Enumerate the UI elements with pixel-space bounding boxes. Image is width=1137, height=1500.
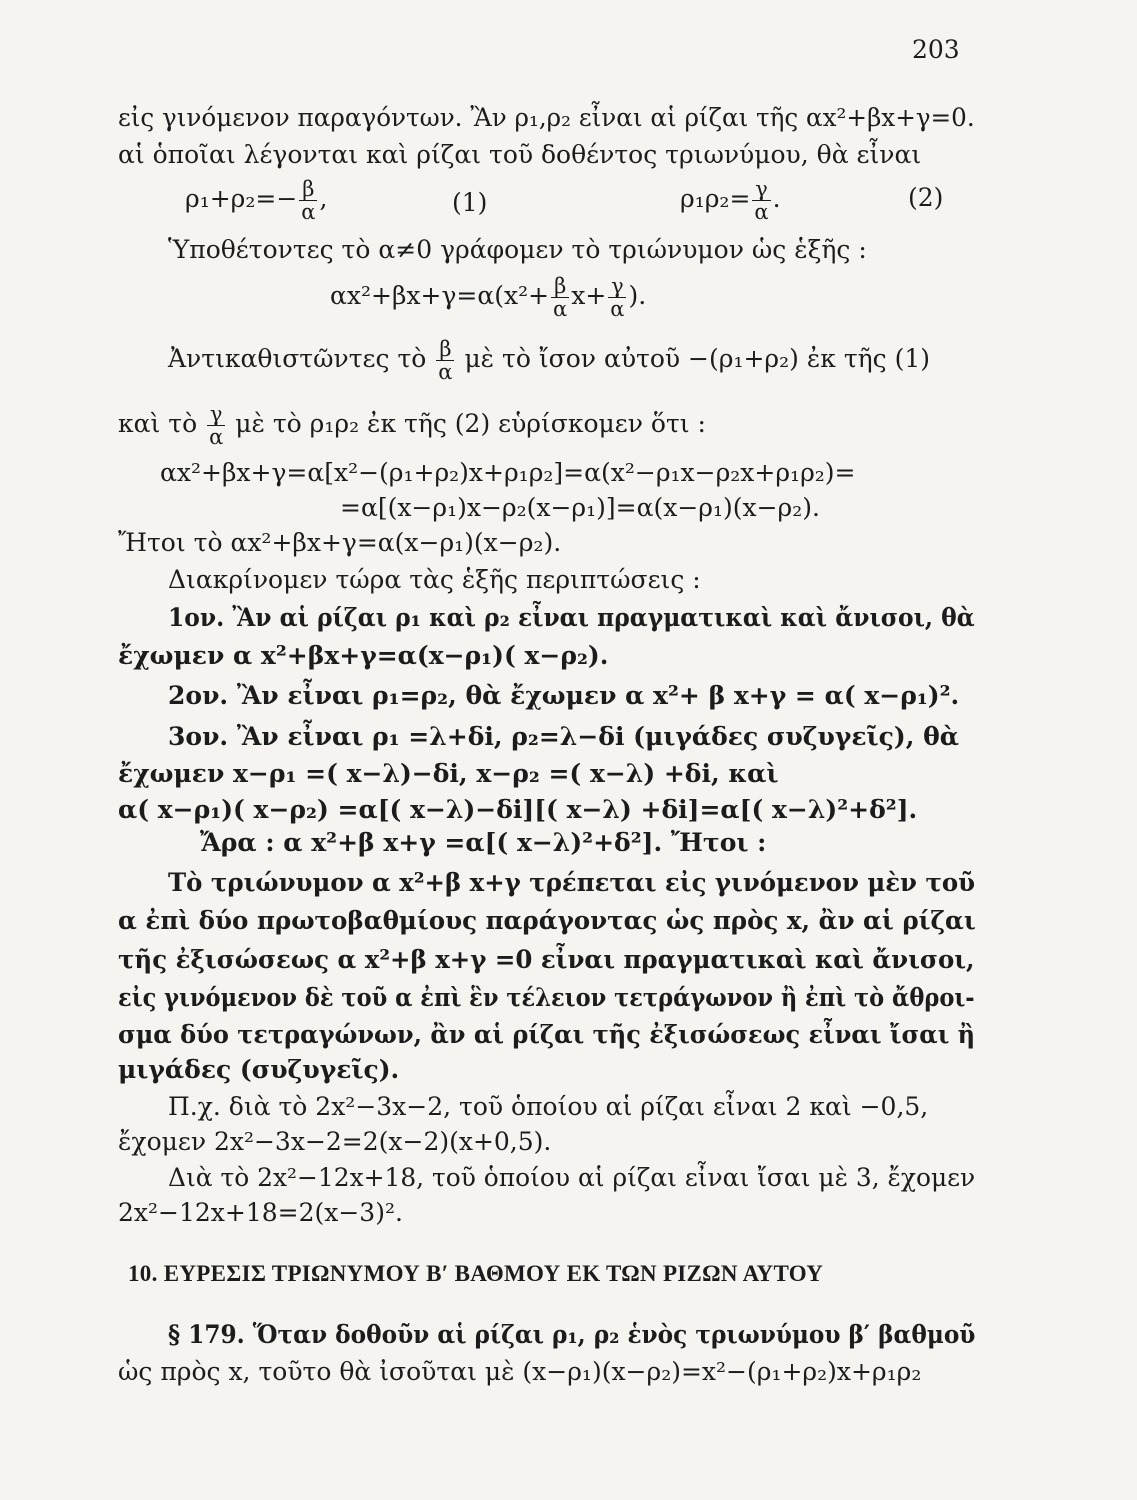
theorem-line-6: μιγάδες (συζυγεῖς). bbox=[118, 1055, 400, 1084]
product-lhs: ρ₁ρ₂= bbox=[680, 184, 751, 214]
example-line-1: Π.χ. διὰ τὸ 2x²−3x−2, τοῦ ὁποίου αἱ ρίζαι εἶναι 2 καὶ −0,5, bbox=[168, 1092, 929, 1121]
period: . bbox=[772, 184, 781, 214]
comma: , bbox=[319, 184, 328, 214]
gamma-over-alpha-fraction bbox=[608, 275, 626, 320]
case-2: 2ον. Ἂν εἶναι ρ₁=ρ₂, θὰ ἔχωμεν α x²+ β x+γ = α( x−ρ₁)². bbox=[168, 681, 960, 710]
case-3-line-3: α( x−ρ₁)( x−ρ₂) =α[( x−λ)−δi][( x−λ) +δi]=α[( x−λ)²+δ²]. bbox=[118, 795, 918, 824]
derivation-line-1: αx²+βx+γ=α[x²−(ρ₁+ρ₂)x+ρ₁ρ₂]=α(x²−ρ₁x−ρ₂x+ρ₁ρ₂)= bbox=[160, 458, 856, 487]
theorem-line-1: Τὸ τριώνυμον α x²+β x+γ τρέπεται εἰς γινόμενον μὲν τοῦ bbox=[168, 868, 976, 897]
theorem-line-3: τῆς ἐξισώσεως α x²+β x+γ =0 εἶναι πραγματικαὶ καὶ ἄνισοι, bbox=[118, 945, 975, 974]
fraction-denominator: α bbox=[754, 200, 769, 225]
equation-number-2: (2) bbox=[908, 183, 944, 212]
case-3-heading: 3ον. Ἂν εἶναι ρ₁ =λ+δi, ρ₂=λ−δi (μιγάδες συζυγεῖς), θὰ bbox=[168, 722, 960, 751]
text-part: καὶ τὸ bbox=[118, 409, 198, 439]
text-line-2: αἱ ὁποῖαι λέγονται καὶ ρίζαι τοῦ δοθέντος τριωνύμου, θὰ εἶναι bbox=[118, 140, 922, 169]
product-of-roots-formula bbox=[680, 178, 781, 223]
section-title: 10. ΕΥΡΕΣΙΣ ΤΡΙΩΝΥΜΟΥ Β′ ΒΑΘΜΟΥ ΕΚ ΤΩΝ ΡΙΖΩΝ ΑΥΤΟΥ bbox=[128, 1261, 824, 1286]
fraction-numerator: γ bbox=[611, 274, 624, 298]
equation-number-1: (1) bbox=[452, 188, 488, 217]
fraction-numerator: γ bbox=[755, 177, 768, 201]
beta-over-alpha-fraction bbox=[299, 178, 317, 223]
text-part: Ἀντικαθιστῶντες τὸ bbox=[168, 344, 427, 374]
example-line-2: ἔχομεν 2x²−3x−2=2(x−2)(x+0,5). bbox=[118, 1127, 552, 1156]
text-line-6 bbox=[168, 338, 930, 383]
fraction-denominator: α bbox=[610, 297, 625, 322]
fraction-numerator: β bbox=[302, 177, 315, 201]
text-part: μὲ τὸ ἴσον αὐτοῦ −(ρ₁+ρ₂) ἐκ τῆς (1) bbox=[464, 344, 930, 374]
text-line-11: Διακρίνομεν τώρα τὰς ἑξῆς περιπτώσεις : bbox=[168, 565, 701, 594]
example-line-3: Διὰ τὸ 2x²−12x+18, τοῦ ὁποίου αἱ ρίζαι εἶναι ἴσαι μὲ 3, ἔχομεν bbox=[168, 1163, 976, 1192]
theorem-line-2: α ἐπὶ δύο πρωτοβαθμίους παράγοντας ὡς πρὸς x, ἂν αἱ ρίζαι bbox=[118, 906, 976, 935]
text-part: μὲ τὸ ρ₁ρ₂ ἐκ τῆς (2) εὑρίσκομεν ὅτι : bbox=[235, 409, 706, 439]
fraction-denominator: α bbox=[301, 200, 316, 225]
page-number: 203 bbox=[912, 35, 960, 64]
paragraph-179-line-2: ὡς πρὸς x, τοῦτο θὰ ἰσοῦται μὲ (x−ρ₁)(x−ρ₂)=x²−(ρ₁+ρ₂)x+ρ₁ρ₂ bbox=[118, 1357, 922, 1386]
case-1-formula: ἔχωμεν α x²+βx+γ=α(x−ρ₁)( x−ρ₂). bbox=[118, 641, 609, 670]
fraction-numerator: β bbox=[439, 337, 452, 361]
text-line-10: Ἤτοι τὸ αx²+βx+γ=α(x−ρ₁)(x−ρ₂). bbox=[118, 528, 562, 557]
gamma-over-alpha-fraction bbox=[752, 178, 770, 223]
fraction-denominator: α bbox=[209, 425, 224, 450]
derivation-line-2: =α[(x−ρ₁)x−ρ₂(x−ρ₁)]=α(x−ρ₁)(x−ρ₂). bbox=[340, 493, 820, 522]
sum-lhs: ρ₁+ρ₂=− bbox=[185, 184, 298, 214]
beta-over-alpha-fraction bbox=[551, 275, 569, 320]
example-line-4: 2x²−12x+18=2(x−3)². bbox=[118, 1198, 403, 1227]
beta-over-alpha-fraction bbox=[436, 338, 454, 383]
fraction-denominator: α bbox=[553, 297, 568, 322]
case-1-heading: 1ον. Ἂν αἱ ρίζαι ρ₁ καὶ ρ₂ εἶναι πραγματικαὶ καὶ ἄνισοι, θὰ bbox=[168, 603, 975, 632]
theorem-line-5: σμα δύο τετραγώνων, ἂν αἱ ρίζαι τῆς ἐξισώσεως εἶναι ἴσαι ἢ bbox=[118, 1020, 976, 1049]
case-3-line-2: ἔχωμεν x−ρ₁ =( x−λ)−δi, x−ρ₂ =( x−λ) +δi, καὶ bbox=[118, 759, 779, 788]
fraction-numerator: γ bbox=[209, 402, 223, 426]
paragraph-179-text: § 179. Ὅταν δοθοῦν αἱ ρίζαι ρ₁, ρ₂ ἑνὸς τριωνύμου β′ βαθμοῦ bbox=[168, 1320, 976, 1349]
gamma-over-alpha-fraction bbox=[207, 403, 225, 448]
paragraph-179-line-1 bbox=[168, 1320, 975, 1350]
fraction-denominator: α bbox=[438, 360, 453, 385]
text-line-1: εἰς γινόμενον παραγόντων. Ἂν ρ₁,ρ₂ εἶναι αἱ ρίζαι τῆς αx²+βx+γ=0. bbox=[118, 103, 975, 132]
fraction-numerator: β bbox=[554, 274, 567, 298]
theorem-line-4: εἰς γινόμενον δὲ τοῦ α ἐπὶ ἓν τέλειον τετράγωνον ἢ ἐπὶ τὸ ἄθροι- bbox=[118, 983, 975, 1012]
text-line-4: Ὑποθέτοντες τὸ α≠0 γράφομεν τὸ τριώνυμον ὡς ἑξῆς : bbox=[168, 235, 867, 264]
therefore-line: Ἄρα : α x²+β x+γ =α[( x−λ)²+δ²]. Ἤτοι : bbox=[200, 828, 767, 857]
formula-part: x+ bbox=[571, 281, 607, 311]
trinomial-rewrite-formula bbox=[330, 275, 646, 320]
formula-part: αx²+βx+γ=α(x²+ bbox=[330, 281, 550, 311]
formula-part: ). bbox=[628, 281, 647, 311]
text-line-7 bbox=[118, 403, 706, 448]
sum-of-roots-formula bbox=[185, 178, 327, 223]
